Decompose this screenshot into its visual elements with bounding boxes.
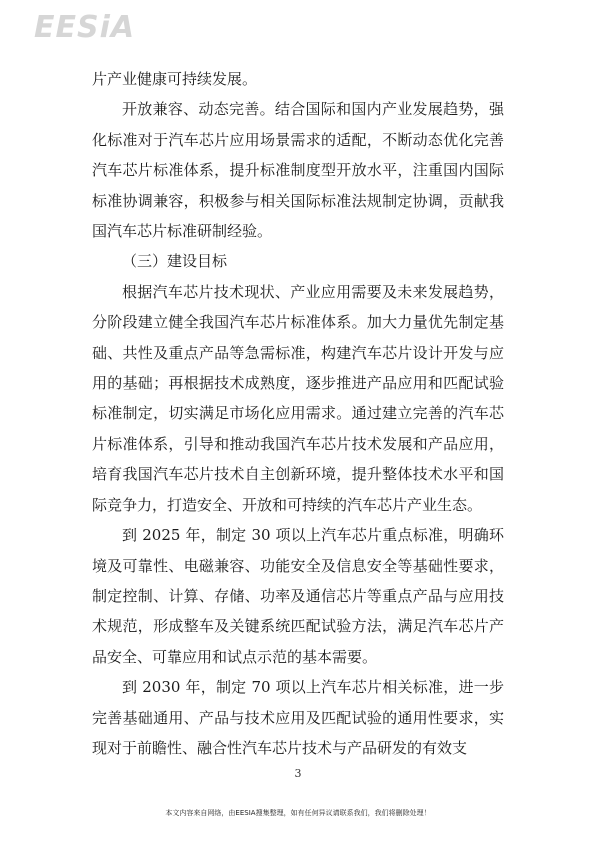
- paragraph-2030-goal: 到 2030 年，制定 70 项以上汽车芯片相关标准，进一步完善基础通用、产品与技术应用及匹配试验的通用性要求，实现对于前瞻性、融合性汽车芯片技术与产品研发的有效支: [92, 678, 504, 757]
- paragraph-construction-goals: 根据汽车芯片技术现状、产业应用需要及未来发展趋势，分阶段建立健全我国汽车芯片标准体系。加大力量优先制定基础、共性及重点产品等急需标准，构建汽车芯片设计开发与应用的基础；再根据技术成熟度，逐步推进产品应用和匹配试验标准制定，切实满足市场化应用需求。通过建立完善的汽车芯片标准体系，引导和推动我国汽车芯片技术发展和产品应用，培育我国汽车芯片技术自主创新环境，提升整体技术水平和国际竞争力，打造安全、开放和可持续的汽车芯片产业生态。: [92, 282, 504, 514]
- paragraph-open-compatible: 开放兼容、动态完善。结合国际和国内产业发展趋势，强化标准对于汽车芯片应用场景需求的适配，不断动态优化完善汽车芯片标准体系，提升标准制度型开放水平，注重国内国际标准协调兼容，积极参与相关国际标准法规制定协调，贡献我国汽车芯片标准研制经验。: [92, 100, 504, 241]
- section-heading: （三）建设目标: [122, 252, 228, 271]
- footer-disclaimer: 本文内容来自网络，由EESIA搜集整理，如有任何异议请联系我们，我们将删除处理！: [165, 809, 431, 817]
- paragraph-2025-goal: 到 2025 年，制定 30 项以上汽车芯片重点标准，明确环境及可靠性、电磁兼容、功能安全及信息安全等基础性要求，制定控制、计算、存储、功率及通信芯片等重点产品与应用技术规范，形成整车及关键系统匹配试验方法，满足汽车芯片产品安全、可靠应用和试点示范的基本需要。: [92, 526, 504, 666]
- document-body: [92, 64, 504, 763]
- eesia-logo: EESiA: [34, 10, 136, 45]
- page-number: 3: [294, 767, 302, 780]
- paragraph-continuation: 片产业健康可持续发展。: [92, 70, 258, 88]
